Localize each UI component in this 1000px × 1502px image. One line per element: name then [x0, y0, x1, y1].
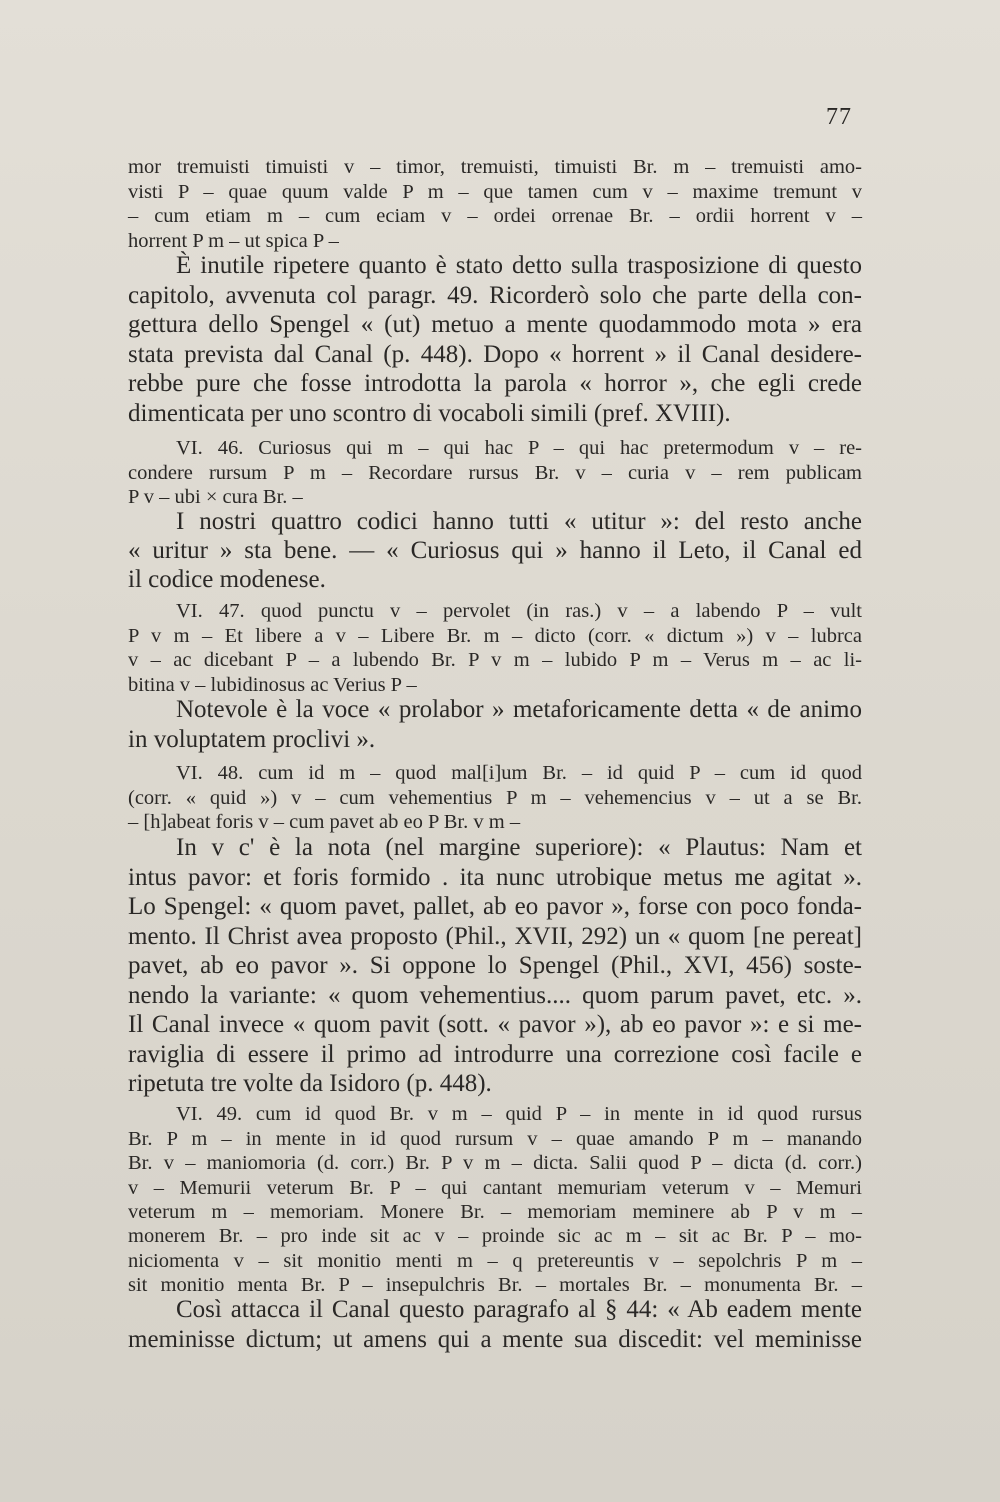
book-page: 77 mor tremuisti timuisti v – timor, tremuisti, timuisti Br. m – tremuisti amo- visti P – quae quum valde P m – que tamen cum v – maxime tremunt v – cum etiam m – cum eciam v – ordei orrenae Br. – ordii horrent v – horrent P m – ut spica P – È inutile ripetere quanto è stato detto sulla trasposizione di questo capitolo, avvenuta col paragr. 49. Ricorderò solo che parte della con- gettura dello Spengel « (ut) metuo a mente quodammodo mota » era stata prevista dal Canal (p. 448). Dopo « horrent » il Canal desidere- rebbe pure che fosse introdotta la parola « horror », che egli crede dimenticata per uno scontro di vocaboli simili (pref. XVIII). VI. 46. Curiosus qui m – qui hac P – qui hac pretermodum v – re- condere rursum P m – Recordare rursus Br. v – curia v – rem publicam P v – ubi × cura Br. – I nostri quattro codici hanno tutti « utitur »: del resto anche « uritur » sta bene. — « Curiosus qui » hanno il Leto, il Canal ed il codice modenese. VI. 47. quod punctu v – pervolet (in ras.) v – a labendo P – vult P v m – Et libere a v – Libere Br. m – dicto (corr. « dictum ») v – lubrca v – ac dicebant P – a lubendo Br. P v m – lubido P m – Verus m – ac li- bitina v – lubidinosus ac Verius P – Notevole è la voce « prolabor » metaforicamente detta « de animo in voluptatem proclivi ». VI. 48. cum id m – quod mal[i]um Br. – id quid P – cum id quod (corr. « quid ») v – cum vehementius P m – vehemencius v – ut a se Br. – [h]abeat foris v – cum pavet ab eo P Br. v m – In v c' è la nota (nel margine superiore): « Plautus: Nam et intus pavor: et foris formido . ita nunc utrobique metus me agitat ». Lo Spengel: « quom pavet, pallet, ab eo pavor », forse con poco fonda- mento. Il Christ avea proposto (Phil., XVII, 292) un « quom [ne pereat] pavet, ab eo pavor ». Si oppone lo Spengel (Phil., XVI, 456) soste- nendo la variante: « quom vehementius.... quom parum pavet, etc. ». Il Canal invece « quom pavit (sott. « pavor »), ab eo pavor »: e si me- raviglia di essere il primo ad introdurre una correzione così facile e ripetuta tre volte da Isidoro (p. 448). VI. 49. cum id quod Br. v m – quid P – in mente in id quod rursus Br. P m – in mente in id quod rursum v – quae amando P m – manando Br. v – maniomoria (d. corr.) Br. P v m – dicta. Salii quod P – dicta (d. corr.) v – Memurii veterum Br. P – qui cantant memuriam veterum v – Memuri veterum m – memoriam. Monere Br. – memoriam meminere ab P v m – monerem Br. – pro inde sit ac v – proinde sic ac m – sit ac Br. P – mo- niciomenta v – sit monitio menti m – q pretereuntis v – sepolchris P m – sit monitio menta Br. P – insepulchris Br. – mortales Br. – monumenta Br. – Così attacca il Canal questo paragrafo al § 44: « Ab eadem mente meminisse dictum; ut amens qui a mente sua discedit: vel meminisse: [0, 0, 1000, 1502]
page-number: 77: [826, 104, 852, 130]
